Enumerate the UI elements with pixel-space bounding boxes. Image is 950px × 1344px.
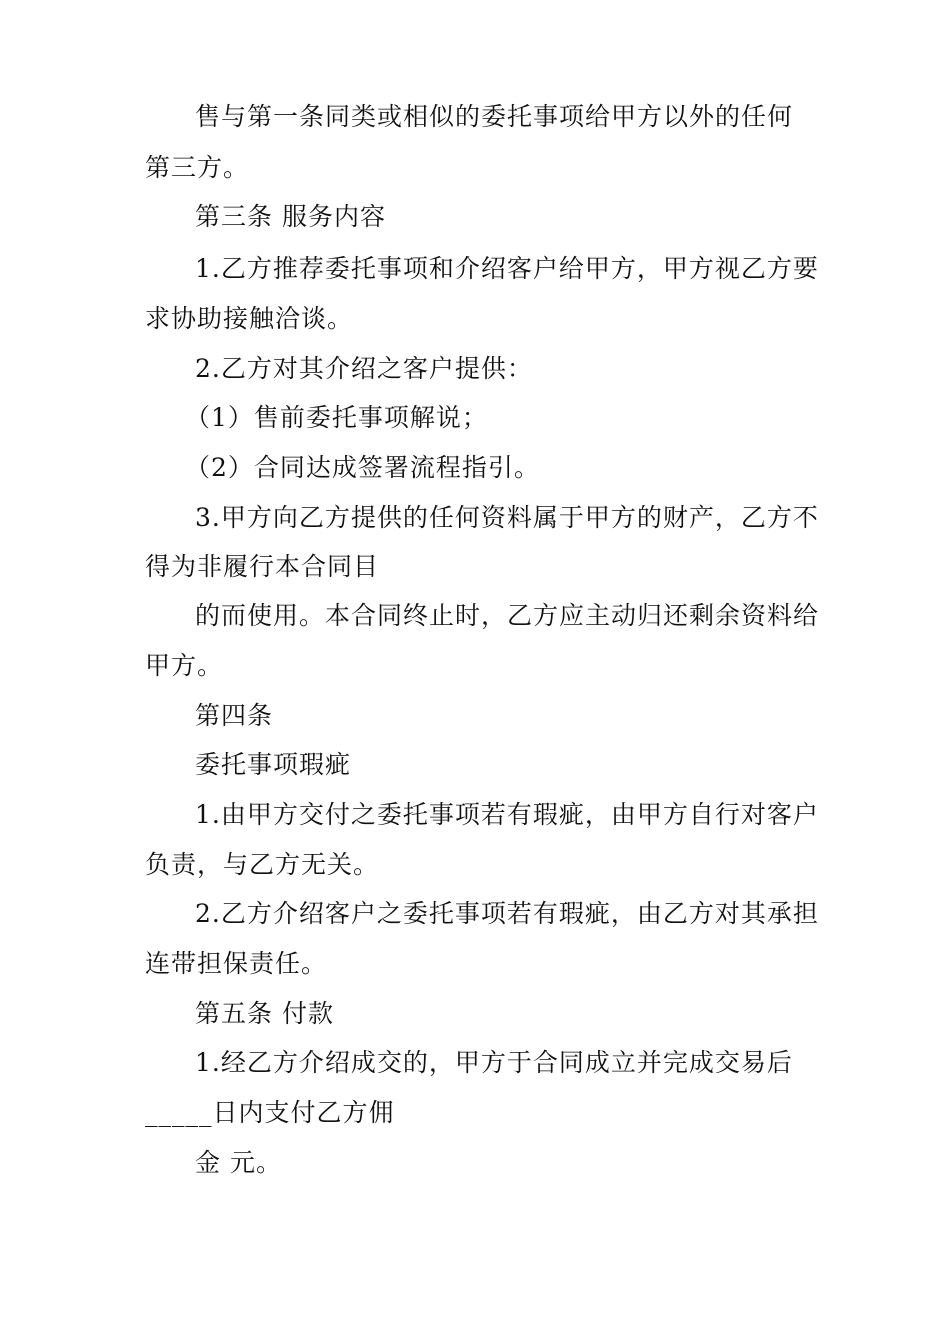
paragraph-line: 金 元。 [195, 1148, 282, 1177]
section-subheading: 委托事项瑕疵 [195, 750, 352, 779]
paragraph-line: 求协助接触洽谈。 [145, 304, 354, 333]
paragraph-line: 2.乙方介绍客户之委托事项若有瑕疵，由乙方对其承担 [195, 899, 819, 928]
paragraph-line: 甲方。 [145, 651, 224, 680]
paragraph-line: 得为非履行本合同目 [145, 552, 380, 581]
paragraph-line: 1.乙方推荐委托事项和介绍客户给甲方，甲方视乙方要 [195, 254, 819, 283]
paragraph-line: 3.甲方向乙方提供的任何资料属于甲方的财产，乙方不 [195, 503, 819, 532]
list-item: （1）售前委托事项解说； [185, 403, 488, 432]
paragraph-line: 售与第一条同类或相似的委托事项给甲方以外的任何 [195, 102, 794, 131]
paragraph-line: 的而使用。本合同终止时，乙方应主动归还剩余资料给 [195, 601, 820, 630]
section-heading: 第三条 服务内容 [195, 202, 386, 231]
section-heading: 第五条 付款 [195, 999, 334, 1028]
paragraph-line: 第三方。 [145, 153, 250, 182]
paragraph-line: 1.由甲方交付之委托事项若有瑕疵，由甲方自行对客户 [195, 800, 819, 829]
paragraph-line: _____日内支付乙方佣 [145, 1098, 395, 1127]
paragraph-line: 2.乙方对其介绍之客户提供： [195, 354, 533, 383]
section-heading: 第四条 [195, 701, 274, 730]
paragraph-line: 连带担保责任。 [145, 949, 328, 978]
list-item: （2）合同达成签署流程指引。 [185, 453, 540, 482]
paragraph-line: 负责，与乙方无关。 [145, 850, 380, 879]
paragraph-line: 1.经乙方介绍成交的，甲方于合同成立并完成交易后 [195, 1048, 793, 1077]
